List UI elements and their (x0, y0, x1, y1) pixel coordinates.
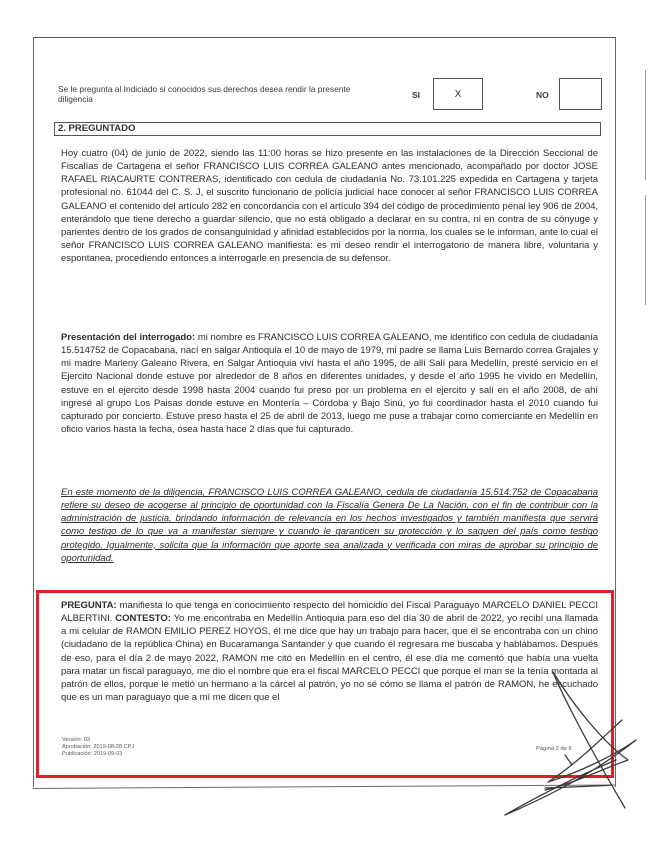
no-checkbox[interactable] (559, 78, 602, 110)
presentation-paragraph (61, 331, 598, 436)
question-label: PREGUNTA: (61, 600, 117, 611)
next-page-edge (645, 195, 646, 305)
intro-paragraph: Hoy cuatro (04) de junio de 2022, siendo las 11:00 horas se hizo presente en las instalaciones de la Dirección Seccional de Fiscalías de Cartagena el señor FRANCISCO LUIS CORREA GALEANO antes mencionado, acompañado por doctor JOSE RAFAEL RIACAURTE CONTRERAS, identificado con cedula de ciudadanía No. 73.101.225 expedida en Cartagena y tarjeta profesional no. 61044 del C. S. J, el suscrito funcionario de policía judicial hace conocer al señor FRANCISCO LUIS CORREA GALEANO el contenido del artículo 282 en concordancia con el artículo 394 del código de procedimiento penal ley 906 de 2004, enterándolo que tiene derecho a guardar silencio, que no está obligado a declarar en su contra, ni en contra de su cónyuge y parientes dentro de los grados de consanguinidad y afinidad establecidos por la norma, los cuales se le informan, ante lo cual el señor FRANCISCO LUIS CORREA GALEANO manifiesta: es mi deseo rendir el interrogatorio de manera libre, voluntaria y espontanea, procediendo entonces a interrogarle en presencia de su defensor. (61, 148, 598, 265)
presentation-text: mi nombre es FRANCISCO LUIS CORREA GALEANO, me identifico con cedula de ciudadanía 15.514752 de Copacabana, nací en salgar Antioquia el 10 de mayo de 1979, mi padre se llama Luis Bernardo correa Grajales y mi madre Marleny Galeano Rivera, en Salgar Antioquia viví hasta el año 1995, de allí Salí para Medellín, presté servicio en el Ejercito Nacional donde estuve por alrededor de 8 años en diferentes unidades, y desde el año 1995 he vivido en Medellín, estuve en el ejercito desde 1998 hasta 2004 cuando fui preso por un problema en el ejercito y salí en el año 2008, de ahí ingresé al grupo Los Paisas donde estuve en Montería – Córdoba y Bajo Sinú, yo fui coordinador hasta el 2010 cuando fui capturado por concierto. Estuve preso hasta el 25 de abril de 2013, luego me puse a trabajar como comerciante en Medellín en oficio varios hasta la fecha, ósea hasta hace 2 días que fui capturado. (61, 332, 598, 436)
footer-approval: Aprobación: 2019-08-28 CPJ (62, 744, 135, 750)
section-title: 2. PREGUNTADO (54, 122, 601, 136)
no-label: NO (536, 90, 549, 100)
opportunity-paragraph: En este momento de la diligencia, FRANCISCO LUIS CORREA GALEANO, cedula de ciudadanía 15.514.752 de Copacabana refiere su deseo de acogerse al principio de oportunidad con la Fiscalía Genera De La Nación, con el fin de contribuir con la administración de justicia, brindando información de relevancia en los hechos investigados y también manifiesta que servirá como testigo de lo que va a manifestar siempre y cuando le garanticen su protección y lo saquen del país como testigo protegido. Igualmente, solicita que la información que aporte sea analizada y verificada con miras de aprobar su principio de oportunidad. (61, 487, 598, 564)
question-text: manifiesta lo que tenga en conocimiento respecto del homicidio del Fiscal Paraguayo MARCELO DANIEL PECCI ALBERTINI. (61, 600, 598, 625)
consent-question: Se le pregunta al Indiciado si conocidos sus derechos desea rendir la presente diligencia (58, 84, 351, 104)
answer-label: CONTESTO: (115, 613, 171, 625)
presentation-label: Presentación del interrogado: (61, 332, 196, 343)
answer-text: Yo me encontraba en Medellín Antioquia para eso del día 30 de abril de 2022, yo recibí una llamada a mi celular de RAMON EMILIO PEREZ HOYOS, él me dice que hay un trabajo para hacer, que él se encontraba con un chino (ciudadano de la república China) en Bucaramanga Santander y que cuando él regresara me buscaba y hablábamos. Después de eso, para el día 2 de mayo 2022, RAMON me citó en Medellín en el centro, él ese día me comentó que había una vuelta para matar un fiscal paraguayo, me dio el nombre que era el fiscal MARCELO PECCI que porque el man se la tenía montada al patrón de ellos, porque le metió un hermano a la cárcel al patrón, yo no sé cómo se llama el patrón de RAMON, he escuchado que es un man paraguayo que a mí me dicen que el (61, 613, 599, 704)
highlight-box (36, 590, 614, 778)
footer-version: Versión: 03 (62, 737, 90, 743)
si-mark: X (454, 88, 462, 100)
page-number: Página 2 de 6 (536, 746, 572, 752)
si-label: SI (412, 90, 421, 100)
footer-publication: Publicación: 2019-09-03 (62, 751, 123, 757)
consent-question-row (58, 82, 608, 114)
next-page-edge (645, 70, 646, 180)
si-checkbox[interactable] (433, 78, 483, 110)
